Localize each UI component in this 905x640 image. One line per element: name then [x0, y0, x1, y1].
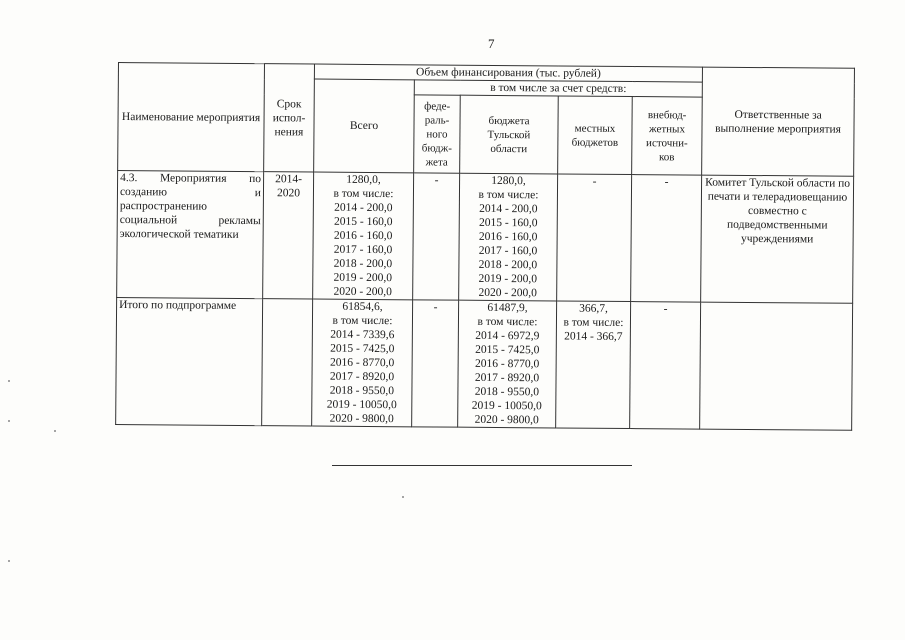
- header-name: Наименование мероприятия: [118, 63, 265, 172]
- header-responsible: Ответственные за выполнение мероприятия: [702, 67, 855, 176]
- header-federal: феде- раль- ного бюдж- жета: [414, 95, 461, 173]
- row-name: 4.3. Мероприятия по созданию и распространению социальной рекламы экологической тематики: [117, 171, 264, 299]
- row-total: 61854,6, в том числе: 2014 - 7339,6 2015 - 7425,0 2016 - 8770,0 2017 - 8920,0 2018 - 9550,0 2019 - 10050,0 2020 - 9800,0: [312, 299, 413, 427]
- header-total: Всего: [314, 79, 415, 173]
- row-regional: 61487,9, в том числе: 2014 - 6972,9 2015 - 7425,0 2016 - 8770,0 2017 - 8920,0 2018 - 9550,0 2019 - 10050,0 2020 - 9800,0: [458, 300, 557, 428]
- row-federal: -: [413, 173, 460, 300]
- header-financing: Объем финансирования (тыс. рублей): [314, 64, 702, 82]
- table-row: [117, 171, 854, 304]
- row-total: 1280,0, в том числе: 2014 - 200,0 2015 - 160,0 2016 - 160,0 2017 - 160,0 2018 - 200,0 2019 - 200,0 2020 - 200,0: [313, 172, 414, 300]
- header-term: Срок испол-нения: [264, 64, 315, 172]
- header-extrabudget: внебюд- жетных источни- ков: [632, 97, 703, 176]
- financing-table: [115, 62, 855, 431]
- row-responsible: Комитет Тульской области по печати и телерадиовещанию совместно с подведомственными учреждениями: [701, 175, 854, 303]
- header-including-sources: в том числе за счет средств:: [414, 80, 702, 97]
- scan-speck: [8, 560, 10, 562]
- row-local: 366,7, в том числе: 2014 - 366,7: [556, 301, 631, 429]
- bottom-rule: [332, 465, 632, 466]
- header-regional: бюджета Тульской области: [460, 95, 559, 174]
- row-regional: 1280,0, в том числе: 2014 - 200,0 2015 - 160,0 2016 - 160,0 2017 - 160,0 2018 - 200,0 2019 - 200,0 2020 - 200,0: [459, 173, 558, 301]
- scan-speck: [54, 430, 56, 432]
- page-number: 7: [488, 36, 495, 51]
- row-term: 2014-2020: [263, 172, 314, 299]
- row-responsible: [700, 302, 853, 430]
- row-extrabudget: -: [631, 175, 702, 303]
- scan-speck: [8, 380, 10, 382]
- row-name: Итого по подпрограмме: [116, 297, 263, 425]
- row-extrabudget: -: [630, 302, 701, 430]
- scan-speck: [402, 496, 404, 498]
- row-term: [262, 299, 313, 426]
- row-local: -: [557, 174, 632, 302]
- header-local: местных бюджетов: [558, 96, 633, 175]
- row-federal: -: [412, 300, 459, 427]
- document-sheet: [115, 62, 854, 431]
- table-row: [116, 297, 853, 430]
- scan-speck: [8, 420, 10, 422]
